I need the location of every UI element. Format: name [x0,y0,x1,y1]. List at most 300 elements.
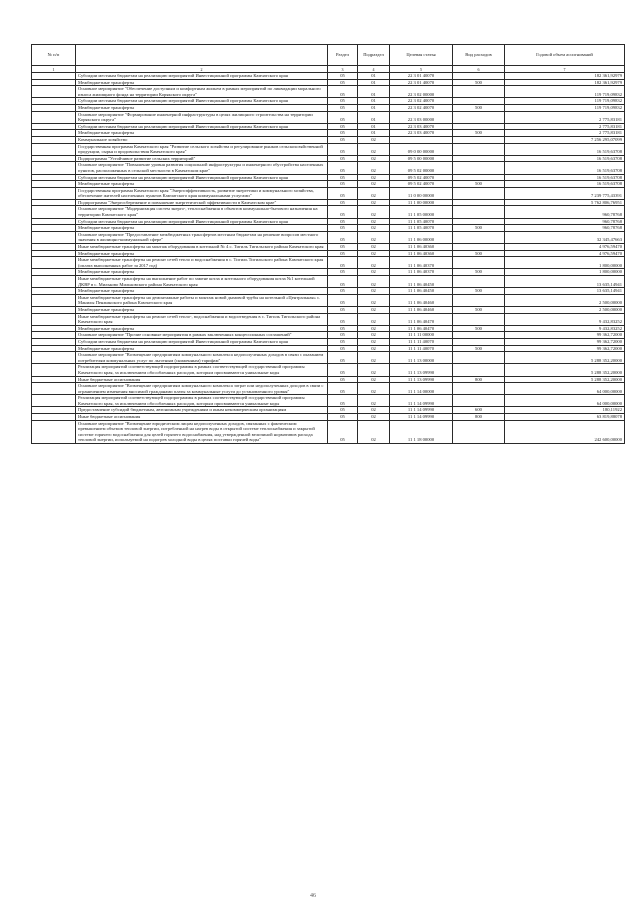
header-expense: Вид расходов [453,45,505,66]
row-subsection-cell: 02 [358,306,390,313]
row-amount-cell: 119 719,09832 [505,86,625,98]
table-row [32,206,625,218]
row-expense-cell [453,244,505,251]
header-section: Раздел [328,45,358,66]
row-amount-cell: 99 362,72000 [505,338,625,345]
row-amount-cell: 5 288 352,20000 [505,376,625,383]
row-subsection-cell: 02 [358,181,390,188]
index-1: 1 [32,66,76,73]
row-number-cell [32,218,76,225]
table-row [32,376,625,383]
row-expense-cell [453,162,505,174]
row-target-cell: 22 3 03 40070 [390,130,453,137]
table-row [32,225,625,232]
header-name [76,45,328,66]
row-name-cell: Реализация мероприятий соответствующей подпрограммы в рамках соответствующей государственной программы Камчатского края, за исключением обособленных расходов, которым присваиваются уникальные коды [76,395,328,407]
row-number-cell [32,352,76,364]
row-amount-cell: 242 600,00000 [505,420,625,443]
row-amount-cell: 180,11922 [505,407,625,414]
row-target-cell: 11 1 13 00000 [390,352,453,364]
table-row [32,136,625,143]
table-row [32,187,625,199]
row-section-cell: 05 [328,352,358,364]
table-row [32,123,625,130]
row-name-cell: Межбюджетные трансферты [76,325,328,332]
row-subsection-cell: 02 [358,338,390,345]
table-row [32,364,625,376]
row-section-cell: 05 [328,244,358,251]
row-section-cell: 05 [328,332,358,339]
table-row [32,395,625,407]
table-row [32,73,625,80]
row-target-cell: 11 1 06 40360 [390,244,453,251]
row-expense-cell [453,86,505,98]
row-subsection-cell: 02 [358,332,390,339]
row-number-cell [32,306,76,313]
table-row [32,383,625,395]
row-subsection-cell: 02 [358,250,390,257]
row-subsection-cell: 02 [358,174,390,181]
row-name-cell: Межбюджетные трансферты [76,306,328,313]
row-expense-cell [453,338,505,345]
row-name-cell: Субсидии местным бюджетам на реализацию мероприятий Инвестиционной программы Камчатского края [76,123,328,130]
row-section-cell: 05 [328,187,358,199]
row-number-cell [32,376,76,383]
row-amount-cell: 63 819,88078 [505,414,625,421]
row-subsection-cell: 01 [358,86,390,98]
row-subsection-cell: 02 [358,352,390,364]
row-section-cell: 05 [328,136,358,143]
header-amount: Годовой объем ассигнований [505,45,625,66]
table-row [32,181,625,188]
row-name-cell: Иные межбюджетные трансферты на демонтажные работы и монтаж новой дымовой трубы на котельной «Центральная» с. Манилы Пенжинского района Камчатского края [76,294,328,306]
row-name-cell: Подпрограмма "Устойчивое развитие сельских территорий" [76,155,328,162]
row-subsection-cell: 02 [358,420,390,443]
index-2: 2 [76,66,328,73]
row-target-cell [390,136,453,143]
row-number-cell [32,294,76,306]
row-expense-cell [453,174,505,181]
table-row [32,332,625,339]
row-amount-cell: 64 000,00000 [505,395,625,407]
row-name-cell: Предоставление субсидий бюджетным, автономным учреждениям и иным некоммерческим организациям [76,407,328,414]
table-row [32,79,625,86]
row-expense-cell [453,276,505,288]
row-section-cell: 05 [328,123,358,130]
row-number-cell [32,104,76,111]
row-number-cell [32,143,76,155]
table-header-row [32,45,625,66]
row-section-cell: 05 [328,294,358,306]
row-number-cell [32,206,76,218]
row-expense-cell: 800 [453,414,505,421]
row-name-cell: Межбюджетные трансферты [76,250,328,257]
row-name-cell: Иные межбюджетные трансферты на монтаж оборудования в котельной № 4 с. Тигиль Тигильского района Камчатского края [76,244,328,251]
index-7: 7 [505,66,625,73]
row-section-cell: 05 [328,199,358,206]
row-amount-cell: 64 000,00000 [505,383,625,395]
table-row [32,104,625,111]
row-target-cell: 22 3 03 00000 [390,111,453,123]
row-expense-cell [453,420,505,443]
row-amount-cell: 99 362,72000 [505,345,625,352]
row-expense-cell: 500 [453,250,505,257]
budget-allocation-table [31,44,625,444]
row-number-cell [32,420,76,443]
row-expense-cell [453,206,505,218]
header-subsection: Подраздел [358,45,390,66]
row-target-cell: 11 1 14 09990 [390,414,453,421]
row-amount-cell: 960,78768 [505,225,625,232]
row-name-cell: Межбюджетные трансферты [76,269,328,276]
row-section-cell: 05 [328,407,358,414]
row-expense-cell [453,111,505,123]
page-number: 46 [310,893,316,899]
row-name-cell: Основное мероприятие "Возмещение предприятиям коммунального комплекса недополученных доходов в связи с оказанием потребителям коммунальных услуг по льготным (сниженным) тарифам" [76,352,328,364]
row-name-cell: Иные межбюджетные трансферты на ремонт сетей тепло и водоснабжения в с. Тигиль Тигильского района Камчатского края (оплата выполненных работ за 2017 год) [76,257,328,269]
row-amount-cell: 16 519,63708 [505,174,625,181]
row-section-cell: 05 [328,98,358,105]
row-subsection-cell: 02 [358,313,390,325]
row-name-cell: Межбюджетные трансферты [76,181,328,188]
row-amount-cell: 119 719,09832 [505,98,625,105]
row-number-cell [32,98,76,105]
row-expense-cell [453,313,505,325]
row-section-cell: 05 [328,395,358,407]
row-amount-cell: 99 362,72000 [505,332,625,339]
row-target-cell: 11 1 13 09990 [390,364,453,376]
row-name-cell: Субсидии местным бюджетам на реализацию мероприятий Инвестиционной программы Камчатского края [76,174,328,181]
row-amount-cell: 16 519,63708 [505,155,625,162]
row-name-cell: Межбюджетные трансферты [76,288,328,295]
row-subsection-cell: 02 [358,414,390,421]
row-subsection-cell: 02 [358,187,390,199]
row-target-cell: 11 1 06 40470 [390,313,453,325]
row-subsection-cell: 02 [358,231,390,243]
row-amount-cell: 2 500,00000 [505,294,625,306]
row-amount-cell: 16 519,63708 [505,162,625,174]
row-subsection-cell: 02 [358,376,390,383]
row-expense-cell [453,73,505,80]
row-amount-cell: 182 361,92979 [505,73,625,80]
row-subsection-cell: 02 [358,325,390,332]
row-number-cell [32,199,76,206]
row-expense-cell: 500 [453,325,505,332]
row-subsection-cell: 02 [358,143,390,155]
row-number-cell [32,79,76,86]
row-subsection-cell: 02 [358,257,390,269]
row-section-cell: 05 [328,155,358,162]
row-number-cell [32,250,76,257]
row-amount-cell: 16 519,63708 [505,143,625,155]
row-expense-cell [453,352,505,364]
row-name-cell: Субсидии местным бюджетам на реализацию мероприятий Инвестиционной программы Камчатского края [76,98,328,105]
table-row [32,244,625,251]
row-expense-cell: 500 [453,306,505,313]
table-row [32,143,625,155]
row-subsection-cell: 02 [358,395,390,407]
table-row [32,98,625,105]
row-amount-cell: 4 976,59470 [505,244,625,251]
row-number-cell [32,86,76,98]
row-subsection-cell: 02 [358,225,390,232]
row-subsection-cell: 02 [358,136,390,143]
row-number-cell [32,187,76,199]
row-target-cell: 11 1 14 09990 [390,395,453,407]
row-number-cell [32,136,76,143]
row-subsection-cell: 02 [358,288,390,295]
row-amount-cell: 4 976,59470 [505,250,625,257]
row-subsection-cell: 01 [358,79,390,86]
row-name-cell: Подпрограмма "Энергосбережение и повышение энергетической эффективности в Камчатском крае" [76,199,328,206]
row-amount-cell: 13 635,14941 [505,288,625,295]
row-target-cell: 11 1 05 40070 [390,218,453,225]
table-row [32,155,625,162]
table-row [32,111,625,123]
row-expense-cell: 500 [453,104,505,111]
row-expense-cell [453,136,505,143]
row-section-cell: 05 [328,288,358,295]
row-section-cell: 05 [328,86,358,98]
row-number-cell [32,325,76,332]
row-expense-cell [453,218,505,225]
row-section-cell: 05 [328,79,358,86]
row-subsection-cell: 02 [358,244,390,251]
row-amount-cell: 2 775,83181 [505,130,625,137]
row-target-cell: 11 1 05 00000 [390,206,453,218]
budget-table-sheet [31,44,624,444]
row-number-cell [32,288,76,295]
row-expense-cell [453,187,505,199]
row-name-cell: Основное мероприятие "Возмещение предприятиям коммунального комплекса затрат или недополученных доходов в связи с ограничением изменения вносимой гражданами платы за коммунальные услуги до установленного уровня" [76,383,328,395]
row-amount-cell: 119 719,09832 [505,104,625,111]
row-expense-cell: 500 [453,269,505,276]
row-name-cell: Основное мероприятие "Модернизация систем энерго-, теплоснабжения в объектов коммунально-бытового назначения на территории Камчатского края" [76,206,328,218]
row-target-cell: 11 1 06 40450 [390,276,453,288]
row-expense-cell: 500 [453,345,505,352]
row-target-cell: 09 5 02 40070 [390,174,453,181]
row-number-cell [32,364,76,376]
row-name-cell: Коммунальное хозяйство [76,136,328,143]
row-number-cell [32,162,76,174]
row-section-cell: 05 [328,231,358,243]
row-target-cell: 09 5 02 00000 [390,162,453,174]
row-subsection-cell: 02 [358,276,390,288]
row-name-cell: Основное мероприятие "Предоставление межбюджетных трансфертов местным бюджетам на решение вопросов местного значения в жилищно-коммунальной сфере" [76,231,328,243]
row-target-cell: 11 1 06 40470 [390,325,453,332]
row-number-cell [32,123,76,130]
row-target-cell: 11 1 06 40460 [390,306,453,313]
row-target-cell: 22 3 02 40070 [390,98,453,105]
row-amount-cell: 5 762 806,76951 [505,199,625,206]
row-name-cell: Субсидии местным бюджетам на реализацию мероприятий Инвестиционной программы Камчатского края [76,338,328,345]
row-target-cell: 11 1 06 40360 [390,250,453,257]
table-row [32,162,625,174]
row-number-cell [32,276,76,288]
table-row [32,306,625,313]
row-number-cell [32,383,76,395]
row-number-cell [32,407,76,414]
table-body [32,73,625,444]
table-row [32,288,625,295]
row-subsection-cell: 01 [358,98,390,105]
row-section-cell: 05 [328,345,358,352]
row-expense-cell [453,123,505,130]
row-target-cell: 22 3 02 40070 [390,104,453,111]
row-section-cell: 05 [328,162,358,174]
row-amount-cell: 2 775,83181 [505,111,625,123]
row-target-cell: 09 0 00 00000 [390,143,453,155]
table-row [32,338,625,345]
row-section-cell: 05 [328,364,358,376]
row-expense-cell: 500 [453,130,505,137]
row-name-cell: Основное мероприятие "Формирование инженерной инфраструктуры в целях жилищного строительства на территории Корякского округа" [76,111,328,123]
row-amount-cell: 7 239 775,43391 [505,187,625,199]
row-subsection-cell: 01 [358,123,390,130]
column-index-row [32,66,625,73]
row-subsection-cell: 02 [358,155,390,162]
row-name-cell: Субсидии местным бюджетам на реализацию мероприятий Инвестиционной программы Камчатского края [76,218,328,225]
row-target-cell: 22 3 01 40070 [390,79,453,86]
header-num: № п/п [32,45,76,66]
table-row [32,276,625,288]
row-section-cell: 05 [328,269,358,276]
row-amount-cell: 5 288 352,20000 [505,364,625,376]
table-row [32,231,625,243]
row-name-cell: Иные бюджетные ассигнования [76,376,328,383]
row-target-cell: 11 1 11 00000 [390,332,453,339]
row-section-cell: 05 [328,420,358,443]
row-amount-cell: 2 500,00000 [505,306,625,313]
row-name-cell: Реализация мероприятий соответствующей подпрограммы в рамках соответствующей государственной программы Камчатского края, за исключением обособленных расходов, которым присваиваются уникальные коды [76,364,328,376]
table-row [32,86,625,98]
row-amount-cell: 1 800,00000 [505,257,625,269]
row-name-cell: Основное мероприятие "Обеспечение доступным и комфортным жильем в рамках мероприятий по ликвидации морального износа жилищного фонда на территории Корякского округа" [76,86,328,98]
row-section-cell: 05 [328,174,358,181]
row-target-cell: 11 1 06 40370 [390,257,453,269]
row-name-cell: Иные межбюджетные трансферты на ремонт сетей тепло-, водоснабжения и водоотведения в с. Тигиль Тигильского района Камчатского края [76,313,328,325]
row-target-cell: 11 1 18 00000 [390,420,453,443]
table-row [32,174,625,181]
row-name-cell: Основное мероприятие "Прочие основные мероприятия в рамках заключенных концессионных соглашений" [76,332,328,339]
row-amount-cell: 32 345,47663 [505,231,625,243]
row-section-cell: 05 [328,338,358,345]
row-number-cell [32,225,76,232]
row-amount-cell: 960,78768 [505,206,625,218]
row-expense-cell [453,332,505,339]
row-section-cell: 05 [328,181,358,188]
row-expense-cell [453,231,505,243]
row-section-cell: 05 [328,325,358,332]
row-amount-cell: 16 519,63708 [505,181,625,188]
row-expense-cell: 500 [453,79,505,86]
row-target-cell: 22 3 03 40070 [390,123,453,130]
row-amount-cell: 13 635,14941 [505,276,625,288]
row-expense-cell [453,98,505,105]
row-amount-cell: 182 361,92979 [505,79,625,86]
row-number-cell [32,313,76,325]
index-3: 3 [328,66,358,73]
row-expense-cell: 500 [453,181,505,188]
row-expense-cell [453,155,505,162]
row-subsection-cell: 02 [358,269,390,276]
table-row [32,250,625,257]
row-subsection-cell: 02 [358,294,390,306]
row-target-cell: 11 1 14 00000 [390,383,453,395]
row-amount-cell: 5 288 352,20000 [505,352,625,364]
row-section-cell: 05 [328,104,358,111]
row-target-cell: 22 3 02 00000 [390,86,453,98]
row-number-cell [32,73,76,80]
table-row [32,294,625,306]
row-number-cell [32,345,76,352]
row-expense-cell: 500 [453,225,505,232]
table-row [32,269,625,276]
row-section-cell: 05 [328,376,358,383]
row-number-cell [32,414,76,421]
index-4: 4 [358,66,390,73]
row-expense-cell: 600 [453,407,505,414]
row-section-cell: 05 [328,218,358,225]
row-section-cell: 05 [328,143,358,155]
row-target-cell: 11 1 06 40370 [390,269,453,276]
row-number-cell [32,130,76,137]
row-subsection-cell: 02 [358,206,390,218]
row-number-cell [32,231,76,243]
row-section-cell: 05 [328,313,358,325]
row-number-cell [32,395,76,407]
row-section-cell: 05 [328,383,358,395]
row-target-cell: 11 0 00 00000 [390,187,453,199]
row-number-cell [32,155,76,162]
row-expense-cell [453,143,505,155]
row-subsection-cell: 01 [358,104,390,111]
row-name-cell: Межбюджетные трансферты [76,345,328,352]
table-row [32,130,625,137]
table-row [32,313,625,325]
table-row [32,407,625,414]
row-number-cell [32,174,76,181]
row-section-cell: 05 [328,206,358,218]
row-name-cell: Межбюджетные трансферты [76,225,328,232]
row-amount-cell: 1 800,00000 [505,269,625,276]
row-expense-cell [453,395,505,407]
row-target-cell: 09 5 02 40070 [390,181,453,188]
table-row [32,199,625,206]
table-row [32,257,625,269]
table-row [32,218,625,225]
row-name-cell: Государственная программа Камчатского края "Энергоэффективность, развитие энергетики и коммунального хозяйства, обеспечение жителей населенных пунктов Камчатского края коммунальными услугами" [76,187,328,199]
row-subsection-cell: 01 [358,73,390,80]
index-5: 5 [390,66,453,73]
table-row [32,352,625,364]
row-target-cell: 11 1 00 00000 [390,199,453,206]
table-row [32,345,625,352]
row-number-cell [32,332,76,339]
row-name-cell: Иные бюджетные ассигнования [76,414,328,421]
row-amount-cell: 7 256 295,07099 [505,136,625,143]
row-amount-cell: 9 432,83252 [505,325,625,332]
row-name-cell: Иные межбюджетные трансферты на выполнение работ по замене котла и котельного оборудования котла №1 котельной ДКВР в с. Мильково Мильковского района Камчатского края [76,276,328,288]
row-target-cell: 11 1 06 40450 [390,288,453,295]
row-expense-cell [453,294,505,306]
row-expense-cell [453,364,505,376]
row-subsection-cell: 02 [358,345,390,352]
row-name-cell: Межбюджетные трансферты [76,104,328,111]
row-subsection-cell: 02 [358,199,390,206]
row-section-cell: 05 [328,111,358,123]
row-number-cell [32,111,76,123]
